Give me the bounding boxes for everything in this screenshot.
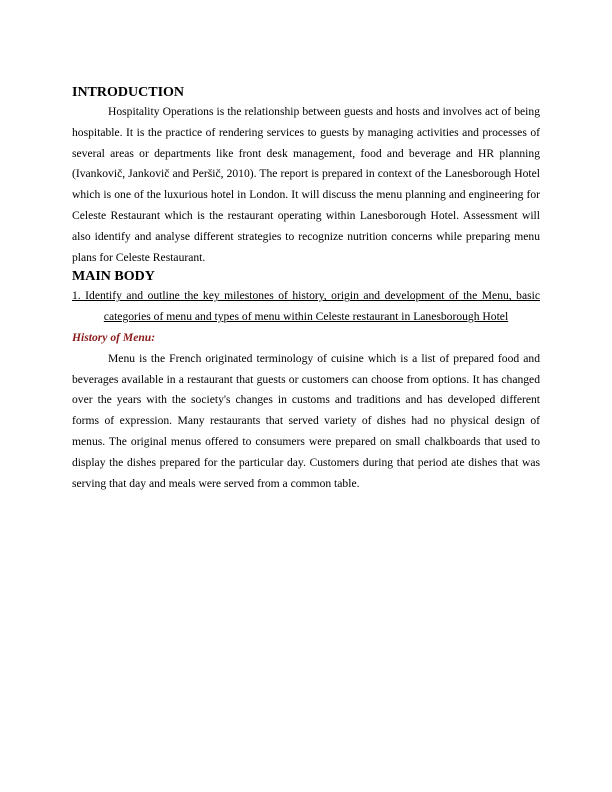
introduction-paragraph: Hospitality Operations is the relationship between guests and hosts and involves act of being hospitable. It is the practice of rendering services to guests by managing activities and processes of several areas or departments like front desk management, food and beverage and HR planning (Ivankovič, Jankovič and Peršič, 2010). The report is prepared in context of the Lanesborough Hotel which is one of the luxurious hotel in London. It will discuss the menu planning and engineering for Celeste Restaurant which is the restaurant operating within Lanesborough Hotel. Assessment will also identify and analyse different strategies to recognize nutrition concerns while preparing menu plans for Celeste Restaurant. (72, 105, 540, 264)
history-of-menu-subheading: History of Menu: (72, 330, 156, 344)
history-paragraph: Menu is the French originated terminology of cuisine which is a list of prepared food and beverages available in a restaurant that guests or customers can choose from options. It has changed over the years with the society's changes in customs and traditions and has developed different forms of expression. Many restaurants that served variety of dishes had no physical design of menus. The original menus offered to consumers were prepared on small chalkboards that used to display the dishes prepared for the particular day. Customers during that period ate dishes that was serving that day and meals were served from a common table. (72, 351, 540, 490)
document-page (72, 84, 540, 494)
question-heading: 1. Identify and outline the key milestones of history, origin and development of the Menu, basic categories of menu and types of menu within Celeste restaurant in Lanesborough Hotel (72, 289, 540, 324)
introduction-heading: INTRODUCTION (72, 85, 185, 100)
main-body-heading: MAIN BODY (72, 269, 155, 285)
